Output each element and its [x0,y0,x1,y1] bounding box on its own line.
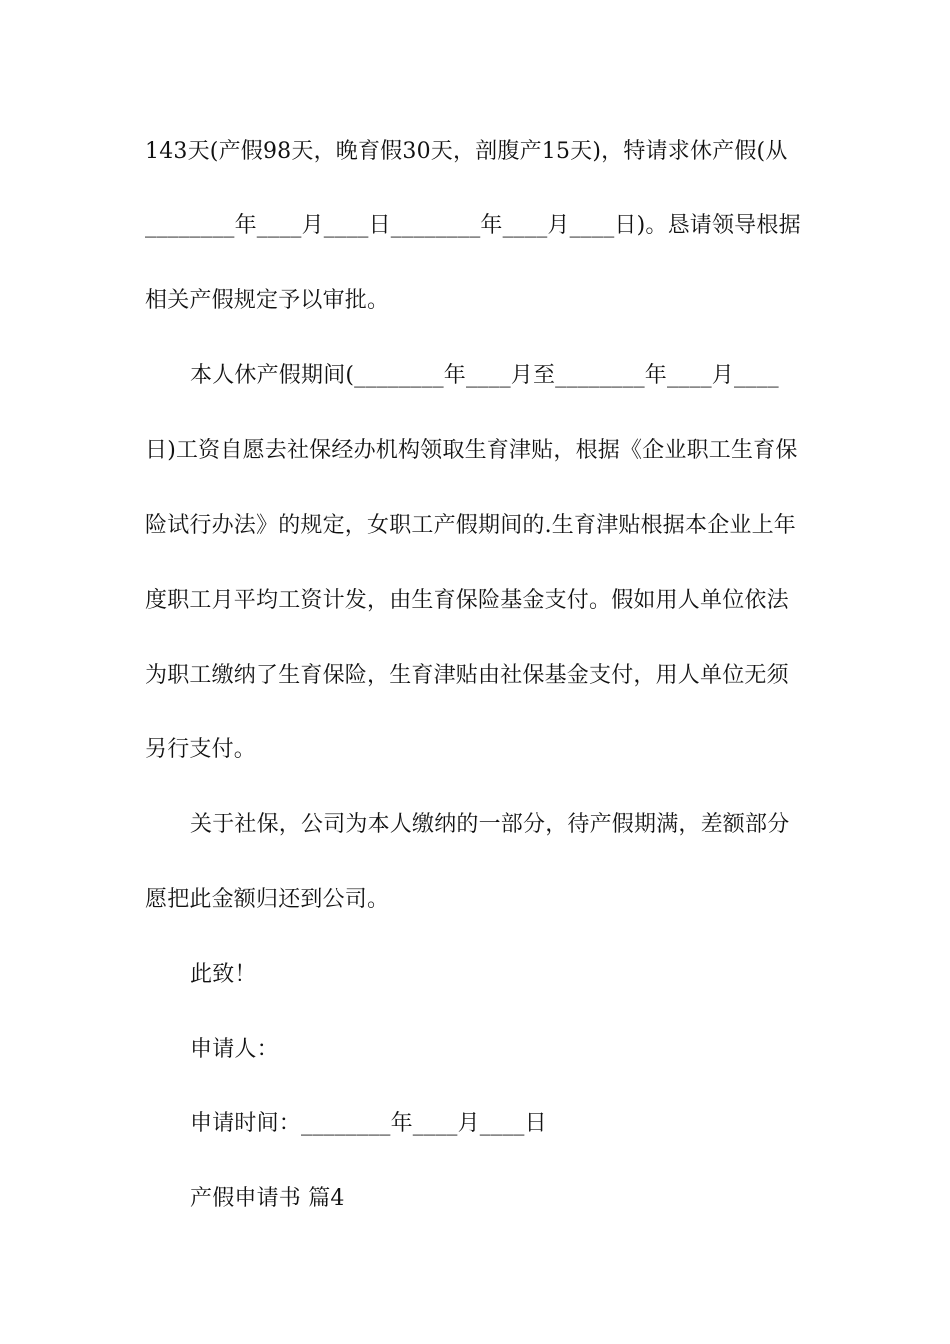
paragraph-line-7: 度职工月平均工资计发，由生育保险基金支付。假如用人单位依法 [145,588,789,613]
section-heading: 产假申请书 篇4 [190,1186,345,1211]
paragraph-line-2: ________年____月____日________年____月____日)。恳请领导根据 [145,213,801,238]
paragraph-line-9: 另行支付。 [145,737,257,762]
paragraph-line-11: 愿把此金额归还到公司。 [145,887,390,912]
applicant-label: 申请人： [190,1037,279,1062]
paragraph-line-3: 相关产假规定予以审批。 [145,288,390,313]
paragraph-line-8: 为职工缴纳了生育保险，生育津贴由社保基金支付，用人单位无须 [145,663,789,688]
paragraph-line-6: 险试行办法》的规定，女职工产假期间的.生育津贴根据本企业上年 [145,513,796,538]
paragraph-line-5: 日)工资自愿去社保经办机构领取生育津贴，根据《企业职工生育保 [145,438,798,463]
closing-salutation: 此致！ [190,962,257,987]
paragraph-line-4: 本人休产假期间(________年____月至________年____月____ [190,363,779,388]
application-date-line: 申请时间：________年____月____日 [190,1111,547,1136]
paragraph-line-1: 143天(产假98天，晚育假30天，剖腹产15天)，特请求休产假(从 [145,139,788,164]
paragraph-line-10: 关于社保，公司为本人缴纳的一部分，待产假期满，差额部分 [190,812,790,837]
